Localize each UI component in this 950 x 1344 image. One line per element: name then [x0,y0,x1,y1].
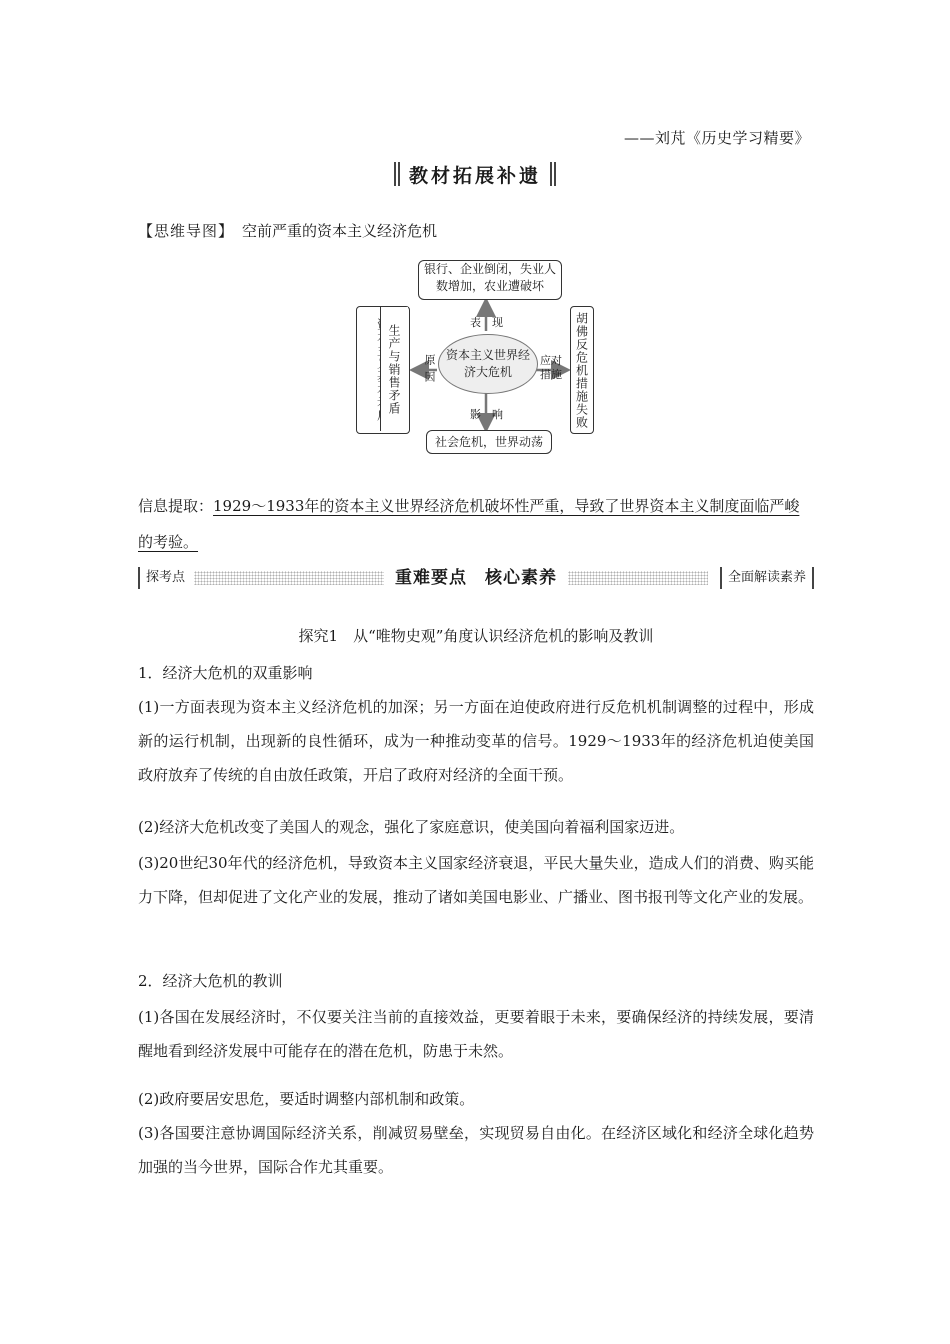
center-node [438,334,538,394]
title-bar-right [554,162,556,186]
mindmap-heading [138,220,437,241]
banner-right-tag: 全面解读素养 [720,567,814,589]
center-text: 资本主义世界经济大危机 [446,348,531,379]
quote-source: ——刘芃《历史学习精要》 [623,129,810,147]
mindmap-diagram [352,258,600,458]
explore-title: 探究1 从“唯物史观”角度认识经济危机的影响及教训 [298,627,654,645]
bottom-label: 影 响 [470,408,503,421]
bottom-box: 社会危机，世界动荡 [426,430,552,454]
top-box: 银行、企业倒闭，失业人数增加，农业遭破坏 [418,260,562,300]
heading-1: 1．经济大危机的双重影响 [138,664,313,682]
banner-left-tag: 探考点 [138,567,185,589]
info-extract [138,488,814,560]
paragraph-1: (1)一方面表现为资本主义经济危机的加深；另一方面在迫使政府进行反危机机制调整的过程中，形成新的运行机制，出现新的良性循环，成为一种推动变革的信号。1929～1933年的经济危机迫使美国政府放弃了传统的自由放任政策，开启了政府对经济的全面干预。 [138,698,814,784]
mindmap-title: 空前严重的资本主义经济危机 [242,222,438,240]
info-label: 信息提取： [138,497,214,515]
title-bar-right-2 [550,162,552,186]
paragraph-4: (1)各国在发展经济时，不仅要关注当前的直接效益，更要着眼于未来，要确保经济的持续发展，要清醒地看到经济发展中可能存在的潜在危机，防患于未然。 [138,1008,814,1060]
top-label: 表 现 [470,316,503,329]
key-points-banner [138,567,814,589]
paragraph-5: (2)政府要居安思危，要适时调整内部机制和政策。 [138,1090,475,1108]
mindmap-tag: 【思维导图】 [138,222,235,240]
left-inner-text: 生产与销售矛盾 [387,323,401,415]
right-box [570,306,594,434]
paragraph-6: (3)各国要注意协调国际经济关系，削减贸易壁垒，实现贸易自由化。在经济区域化和经济全球化趋势加强的当今世界，国际合作尤其重要。 [138,1124,814,1176]
section-title [392,158,558,190]
left-inner-box [380,307,408,431]
heading-2: 2．经济大危机的教训 [138,972,283,990]
banner-dots-left [194,571,384,585]
banner-center-title: 重难要点 核心素养 [386,567,566,589]
banner-dots-right [568,571,708,585]
right-text: 胡佛反危机措施失败 [574,311,589,429]
info-text: 1929～1933年的资本主义世界经济危机破坏性严重，导致了世界资本主义制度面临严峻的考验。 [138,497,800,551]
section-title-text: 教材拓展补遗 [408,165,541,187]
right-label: 应对措施 [540,354,562,381]
paragraph-3: (3)20世纪30年代的经济危机，导致资本主义国家经济衰退，平民大量失业，造成人们的消费、购买能力下降，但却促进了文化产业的发展，推动了诸如美国电影业、广播业、图书报刊等文化产业的发展。 [138,854,814,906]
left-label: 原因 [423,354,436,388]
paragraph-2: (2)经济大危机改变了美国人的观念，强化了家庭意识，使美国向着福利国家迈进。 [138,818,685,836]
